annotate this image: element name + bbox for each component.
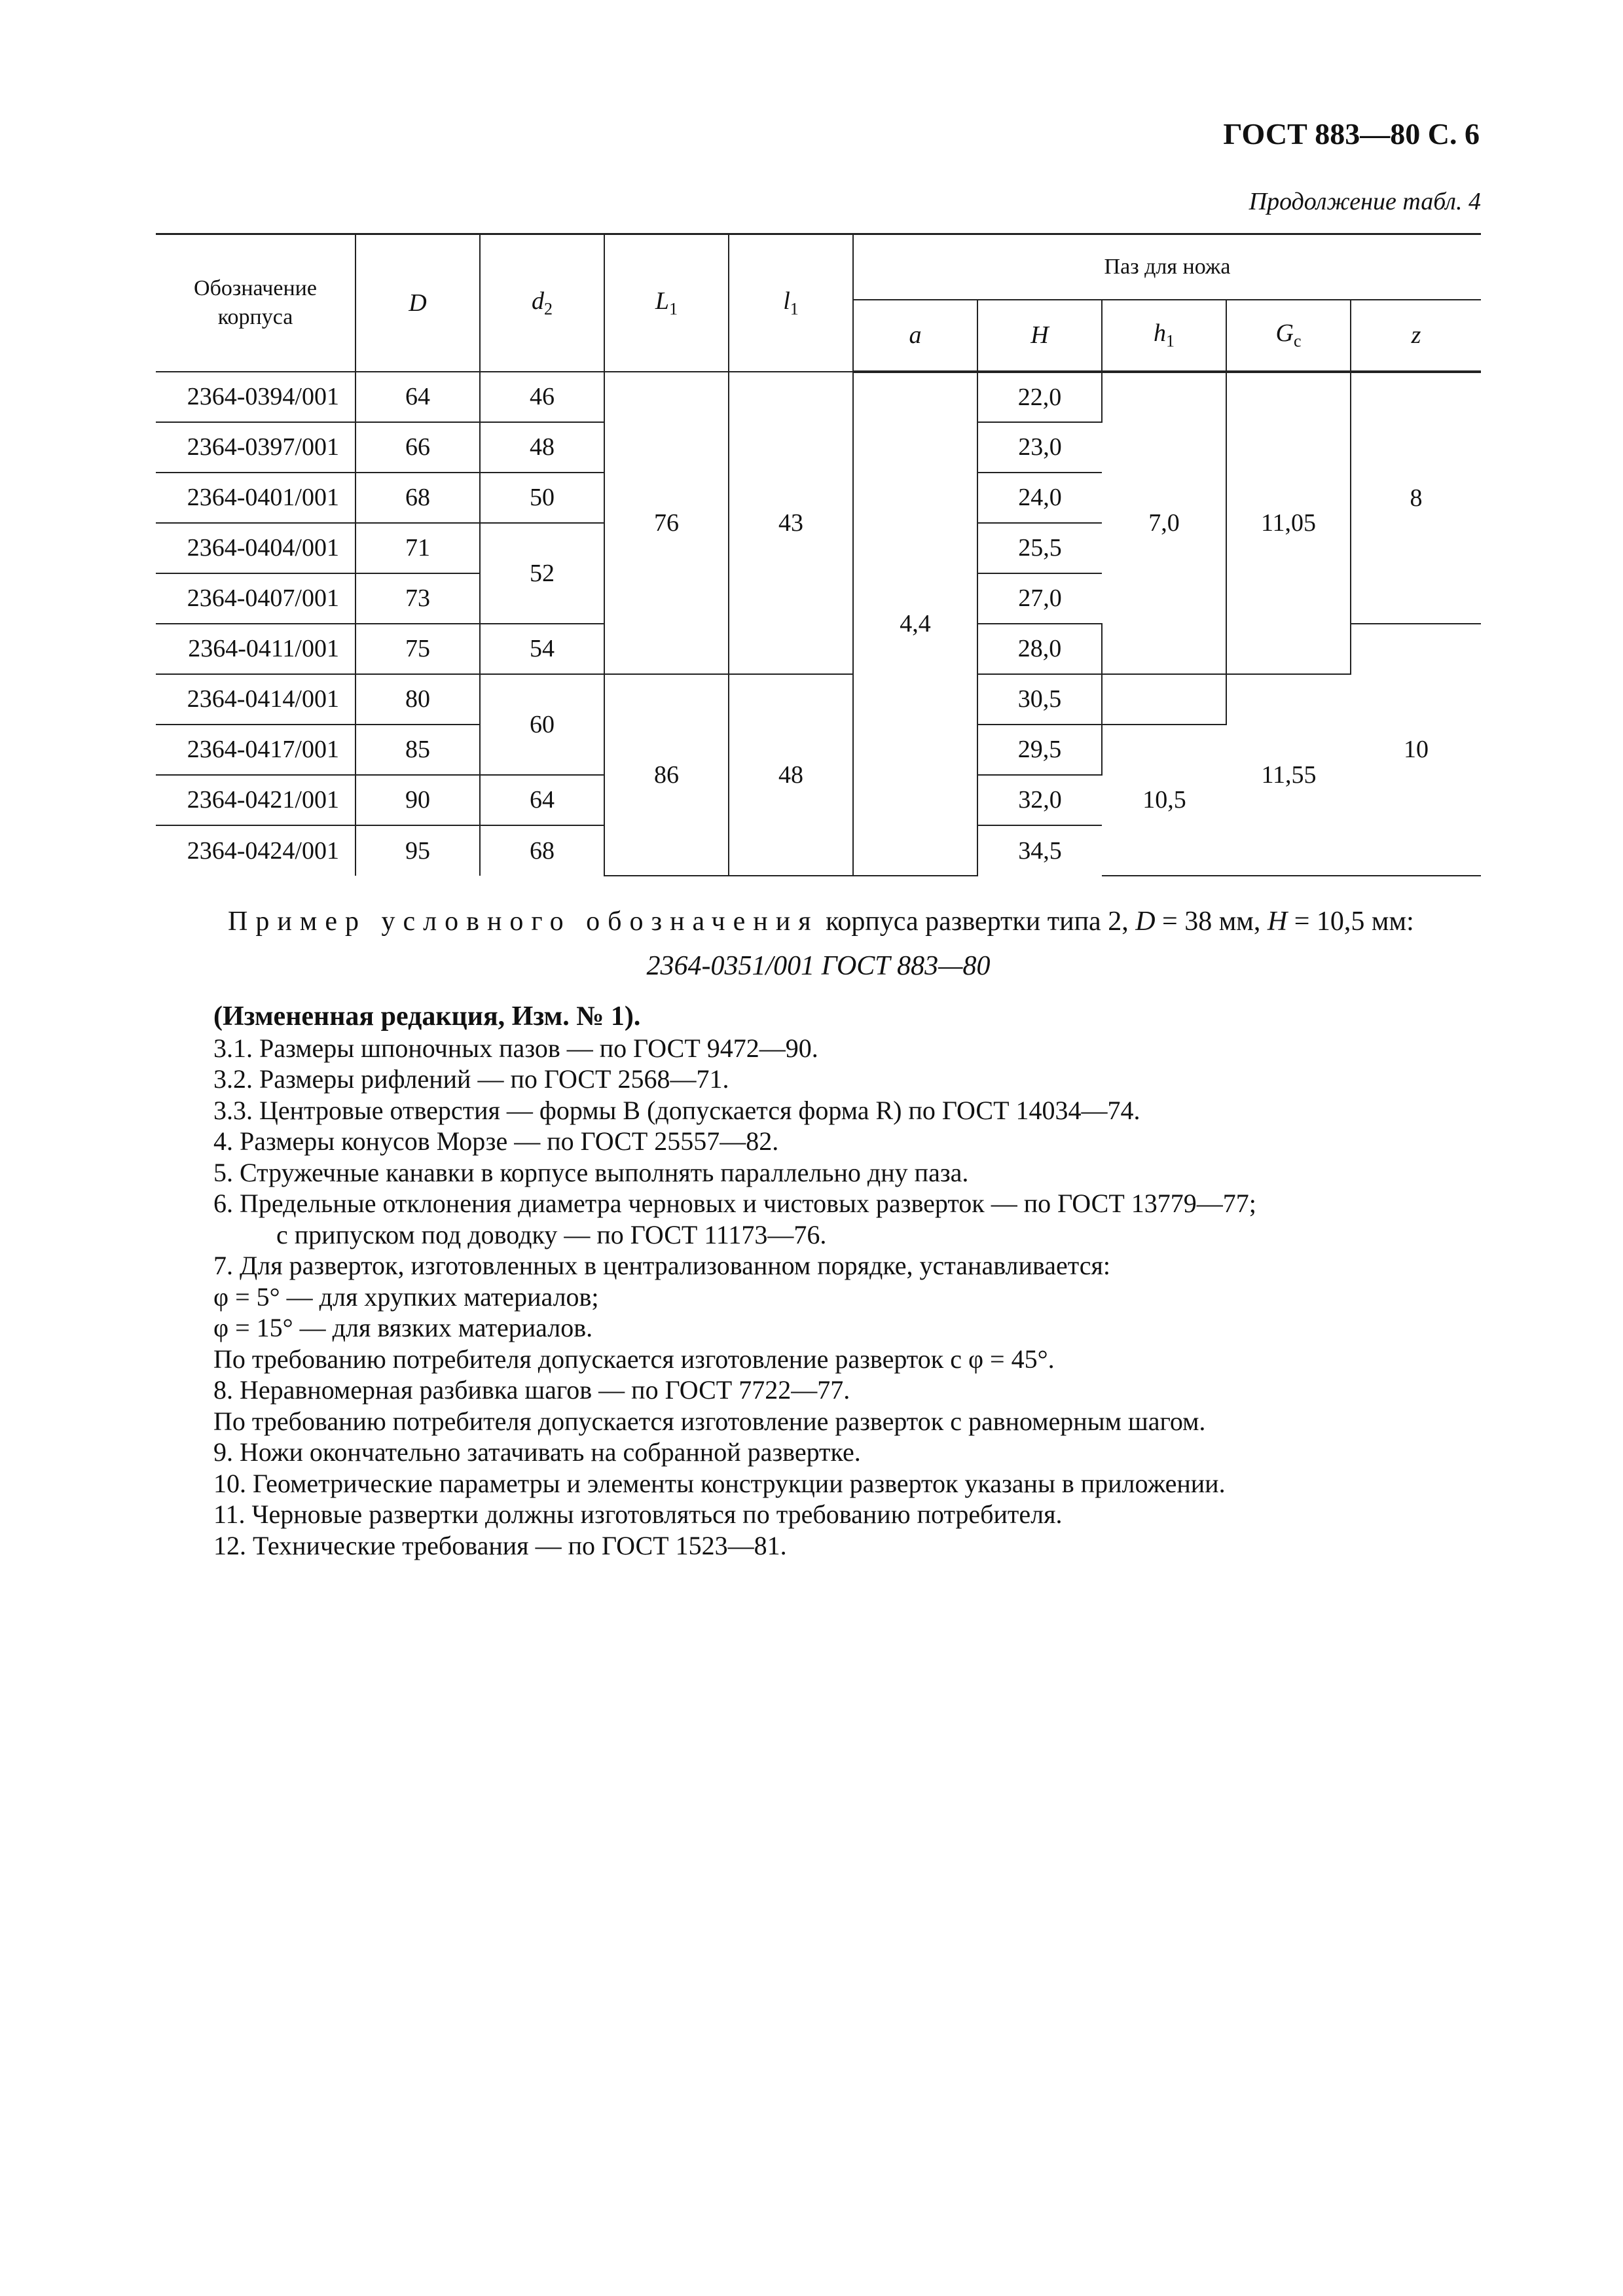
header-H: H	[977, 300, 1102, 372]
header-D: D	[356, 234, 480, 372]
cell-H: 32,0	[977, 775, 1102, 825]
list-item: 5. Стружечные канавки в корпусе выполнять параллельно дну паза.	[213, 1157, 969, 1187]
cell-d2: 68	[480, 825, 604, 876]
cell-d2: 50	[480, 473, 604, 523]
example-H-symbol: H	[1267, 906, 1288, 937]
cell-code: 2364-0424/001	[156, 825, 356, 876]
cell-H: 24,0	[977, 473, 1102, 523]
list-item: По требованию потребителя допускается изготовление разверток с φ = 45°.	[213, 1344, 1055, 1374]
example-text-b: = 38 мм,	[1155, 906, 1267, 937]
cell-d2: 60	[480, 674, 604, 775]
example-text-a: корпуса развертки типа 2,	[818, 906, 1136, 937]
cell-z: 10	[1351, 624, 1481, 876]
list-item: с припуском под доводку — по ГОСТ 11173—76.	[276, 1219, 827, 1249]
cell-L1: 86	[604, 674, 729, 876]
cell-code: 2364-0394/001	[156, 372, 356, 422]
list-item: φ = 5° — для хрупких материалов;	[213, 1282, 599, 1312]
cell-code: 2364-0411/001	[156, 624, 356, 674]
designation-example	[228, 906, 1482, 937]
header-d2: $d_2$	[480, 234, 604, 372]
list-item: 6. Предельные отклонения диаметра черновых и чистовых разверток — по ГОСТ 13779—77;	[213, 1189, 1256, 1218]
cell-D: 80	[356, 674, 480, 725]
list-item: 3.2. Размеры рифлений — по ГОСТ 2568—71.	[213, 1064, 729, 1094]
revision-note: (Измененная редакция, Изм. № 1).	[213, 1001, 641, 1031]
header-designation: Обозначение корпуса	[156, 234, 356, 372]
cell-h1: 7,0	[1102, 372, 1226, 674]
cell-l1: 43	[729, 372, 853, 674]
cell-code: 2364-0401/001	[156, 473, 356, 523]
cell-d2: 46	[480, 372, 604, 422]
cell-l1: 48	[729, 674, 853, 876]
cell-H: 22,0	[977, 372, 1102, 422]
example-designation-code: 2364-0351/001 ГОСТ 883—80	[646, 951, 991, 981]
cell-code: 2364-0417/001	[156, 725, 356, 775]
cell-H: 25,5	[977, 523, 1102, 573]
cell-D: 85	[356, 725, 480, 775]
header-slot-group: Паз для ножа	[853, 234, 1481, 300]
list-item: 7. Для разверток, изготовленных в централизованном порядке, устанавливается:	[213, 1251, 1111, 1280]
cell-H: 23,0	[977, 422, 1102, 473]
cell-L1: 76	[604, 372, 729, 674]
list-item: 8. Неравномерная разбивка шагов — по ГОСТ 7722—77.	[213, 1375, 850, 1405]
cell-Gc: 11,55	[1226, 674, 1351, 876]
table-continuation-label: Продолжение табл. 4	[1249, 188, 1481, 215]
header-L1: $L_1$	[604, 234, 729, 372]
page-header: ГОСТ 883—80 С. 6	[1223, 117, 1480, 151]
header-Gc: $G_c$	[1226, 300, 1351, 372]
list-item: 4. Размеры конусов Морзе — по ГОСТ 25557—82.	[213, 1126, 779, 1156]
list-item: 10. Геометрические параметры и элементы конструкции разверток указаны в приложении.	[213, 1468, 1226, 1498]
example-text-c: = 10,5 мм:	[1287, 906, 1414, 937]
cell-D: 95	[356, 825, 480, 876]
list-item: 12. Технические требования — по ГОСТ 1523—81.	[213, 1530, 787, 1560]
cell-D: 68	[356, 473, 480, 523]
cell-code: 2364-0421/001	[156, 775, 356, 825]
cell-d2: 52	[480, 523, 604, 624]
cell-z: 8	[1351, 372, 1481, 624]
cell-D: 73	[356, 573, 480, 624]
cell-code: 2364-0404/001	[156, 523, 356, 573]
cell-code: 2364-0407/001	[156, 573, 356, 624]
cell-d2: 64	[480, 775, 604, 825]
cell-code: 2364-0414/001	[156, 674, 356, 725]
list-item: 3.1. Размеры шпоночных пазов — по ГОСТ 9472—90.	[213, 1033, 818, 1063]
cell-a: 4,4	[853, 372, 977, 876]
cell-h1: 10,5	[1102, 725, 1226, 876]
example-lead: Пример условного обозначения	[228, 906, 819, 937]
cell-H: 27,0	[977, 573, 1102, 624]
cell-D: 71	[356, 523, 480, 573]
table-row	[156, 674, 1481, 725]
cell-h1-empty	[1102, 674, 1226, 725]
example-D-symbol: D	[1135, 906, 1156, 937]
dimensions-table	[156, 233, 1481, 876]
cell-d2: 54	[480, 624, 604, 674]
cell-D: 66	[356, 422, 480, 473]
list-item: 9. Ножи окончательно затачивать на собранной развертке.	[213, 1437, 861, 1467]
cell-code: 2364-0397/001	[156, 422, 356, 473]
cell-D: 75	[356, 624, 480, 674]
header-z: z	[1351, 300, 1481, 372]
table-row	[156, 372, 1481, 422]
notes-list	[213, 1001, 1490, 1561]
cell-H: 28,0	[977, 624, 1102, 674]
cell-d2: 48	[480, 422, 604, 473]
cell-D: 90	[356, 775, 480, 825]
list-item: φ = 15° — для вязких материалов.	[213, 1313, 593, 1342]
header-l1: $l_1$	[729, 234, 853, 372]
cell-D: 64	[356, 372, 480, 422]
cell-H: 30,5	[977, 674, 1102, 725]
cell-Gc: 11,05	[1226, 372, 1351, 674]
header-a: a	[853, 300, 977, 372]
cell-H: 29,5	[977, 725, 1102, 775]
list-item: По требованию потребителя допускается изготовление разверток с равномерным шагом.	[213, 1406, 1206, 1436]
header-h1: $h_1$	[1102, 300, 1226, 372]
list-item: 11. Черновые развертки должны изготовляться по требованию потребителя.	[213, 1499, 1063, 1529]
cell-H: 34,5	[1018, 836, 1062, 865]
list-item: 3.3. Центровые отверстия — формы В (допускается форма R) по ГОСТ 14034—74.	[213, 1095, 1140, 1125]
